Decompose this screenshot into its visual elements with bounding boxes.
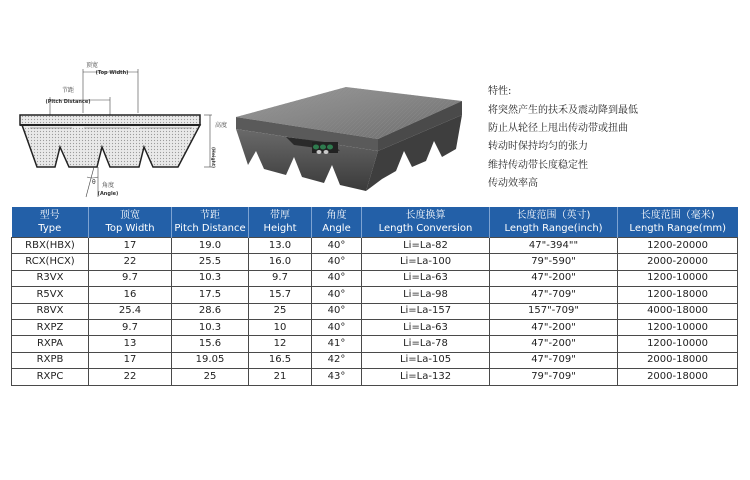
table-cell: Li=La-63 [362,270,490,286]
header-type: 型号 Type [12,207,89,238]
table-cell: 40° [312,270,362,286]
table-row [12,352,738,368]
table-cell: 2000-18000 [618,369,738,385]
feature-item: 防止从轮径上甩出传动带或扭曲 [488,123,628,135]
table-cell: 10.3 [172,319,249,335]
table-cell: 47"-394"" [490,238,618,254]
table-cell: 79"-709" [490,369,618,385]
header-length-range-inch: 长度范围（英寸) Length Range(inch) [490,207,618,238]
feature-item: 转动时保持均匀的张力 [488,141,588,153]
angle-en-label: (Angle) [97,191,119,197]
table-cell: R5VX [12,287,89,303]
table-cell: 17.5 [172,287,249,303]
table-cell: 28.6 [172,303,249,319]
table-cell: 17 [89,352,172,368]
table-cell: 13.0 [249,238,312,254]
table-cell: 40° [312,319,362,335]
table-cell: 17 [89,238,172,254]
table-cell: Li=La-100 [362,254,490,270]
table-cell: 47"-200" [490,270,618,286]
header-length-conversion: 长度换算 Length Conversion [362,207,490,238]
table-cell: 19.05 [172,352,249,368]
table-cell: 22 [89,254,172,270]
table-cell: 47"-709" [490,352,618,368]
features-section [488,82,728,193]
table-cell: 157"-709" [490,303,618,319]
table-row [12,369,738,385]
table-cell: 1200-10000 [618,270,738,286]
table-cell: 43° [312,369,362,385]
top-width-cn-label: 顶宽 [85,62,99,69]
table-cell: 40° [312,303,362,319]
table-cell: 40° [312,254,362,270]
angle-symbol: θ [92,179,96,186]
table-cell: Li=La-78 [362,336,490,352]
table-row [12,254,738,270]
belt-cross-section-diagram [12,55,228,205]
table-cell: 22 [89,369,172,385]
table-cell: 42° [312,352,362,368]
pitch-en-label: (Pitch Distance) [45,99,91,105]
table-cell: Li=La-98 [362,287,490,303]
table-cell: 10 [249,319,312,335]
table-cell: 12 [249,336,312,352]
feature-item: 传动效率高 [488,177,538,189]
feature-item: 将突然产生的扶禾及震动降到最低 [488,105,638,116]
table-cell: 2000-20000 [618,254,738,270]
header-angle: 角度 Angle [312,207,362,238]
table-cell: 40° [312,238,362,254]
header-pitch-distance: 节距 Pitch Distance [172,207,249,238]
table-cell: 16.5 [249,352,312,368]
feature-item: 维持传动带长度稳定性 [488,159,588,171]
table-cell: 21 [249,369,312,385]
header-top-width: 顶宽 Top Width [89,207,172,238]
table-cell: 47"-709" [490,287,618,303]
table-cell: Li=La-132 [362,369,490,385]
spec-table [11,207,738,386]
header-height: 带厚 Height [249,207,312,238]
height-cn-label: 高度 [215,122,228,129]
table-cell: 15.7 [249,287,312,303]
table-header-row [12,207,738,238]
table-cell: Li=La-63 [362,319,490,335]
table-row [12,319,738,335]
table-cell: Li=La-82 [362,238,490,254]
table-cell: RXPC [12,369,89,385]
belt-product-image [228,85,476,203]
table-cell: 47"-200" [490,336,618,352]
table-row [12,238,738,254]
table-cell: 25 [172,369,249,385]
table-row [12,303,738,319]
table-cell: 9.7 [89,319,172,335]
table-cell: 2000-18000 [618,352,738,368]
height-en-label: (Height) [210,147,215,169]
table-cell: RBX(HBX) [12,238,89,254]
header-length-range-mm: 长度范围（毫米) Length Range(mm) [618,207,738,238]
table-cell: RXPA [12,336,89,352]
angle-cn-label: 角度 [101,182,115,189]
table-cell: 13 [89,336,172,352]
pitch-cn-label: 节距 [61,87,75,94]
table-cell: 47"-200" [490,319,618,335]
table-cell: 1200-10000 [618,336,738,352]
table-cell: 1200-20000 [618,238,738,254]
features-title: 特性: [488,86,512,97]
table-row [12,336,738,352]
table-cell: R8VX [12,303,89,319]
table-cell: 15.6 [172,336,249,352]
table-cell: Li=La-105 [362,352,490,368]
table-cell: 1200-10000 [618,319,738,335]
table-cell: 9.7 [249,270,312,286]
table-row [12,287,738,303]
table-row [12,270,738,286]
table-cell: 25.5 [172,254,249,270]
table-cell: 16.0 [249,254,312,270]
table-cell: 10.3 [172,270,249,286]
table-cell: 4000-18000 [618,303,738,319]
table-cell: 9.7 [89,270,172,286]
table-cell: 25 [249,303,312,319]
table-cell: 41° [312,336,362,352]
top-width-en-label: (Top Width) [95,70,129,76]
table-cell: 16 [89,287,172,303]
table-cell: 19.0 [172,238,249,254]
table-cell: RXPB [12,352,89,368]
table-cell: 1200-18000 [618,287,738,303]
table-cell: Li=La-157 [362,303,490,319]
table-cell: 40° [312,287,362,303]
table-cell: RCX(HCX) [12,254,89,270]
table-cell: 79"-590" [490,254,618,270]
table-cell: RXPZ [12,319,89,335]
table-cell: R3VX [12,270,89,286]
table-cell: 25.4 [89,303,172,319]
